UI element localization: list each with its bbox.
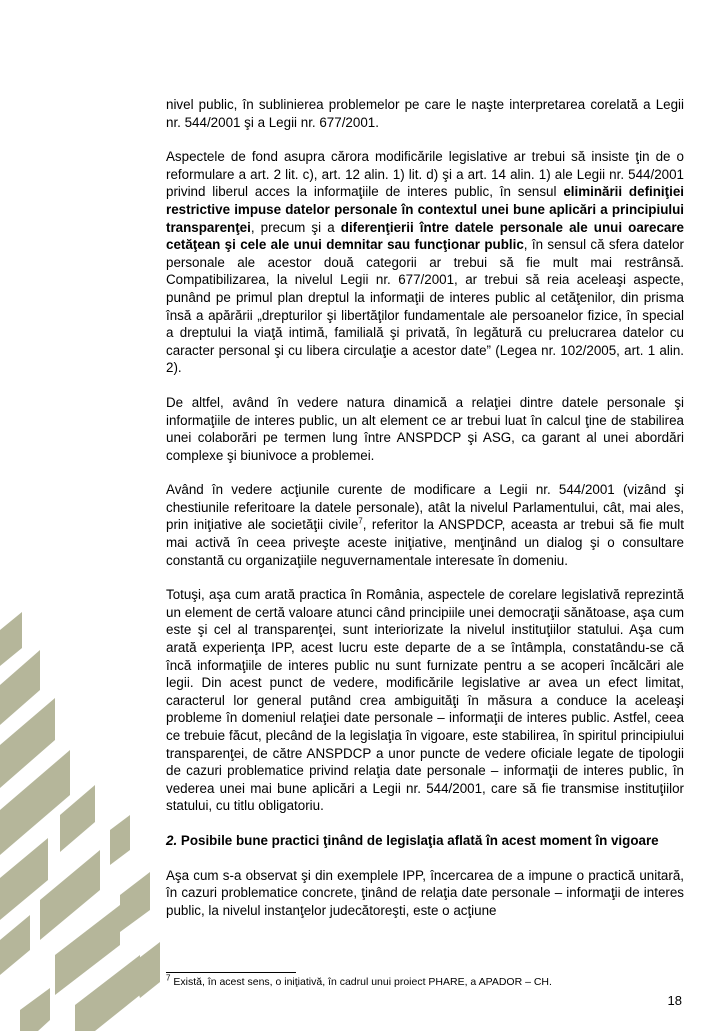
page-number: 18 [667, 993, 682, 1008]
section-heading [166, 832, 684, 850]
paragraph-2-text: , în sensul că sfera datelor personale ale acestor două categorii ar trebui să fie mult mai restrânsă. Compatibilizarea, la nivelul Legii nr. 677/2001, ar trebui să reia aceleaşi aspecte, punând pe primul plan dreptul la informaţii de interes public al cetăţenilor, din prisma însă a apărării „drepturilor şi libertăţilor fundamentale ale persoanelor fizice, în special a dreptului la viaţă intimă, familială şi privată, în legătură cu prelucrarea datelor cu caracter personal şi cu libera circulaţie a acestor date” (Legea nr. 102/2005, art. 1 alin. 2). [166, 237, 684, 376]
decorative-corner-pattern [0, 610, 160, 1031]
paragraph-1: nivel public, în sublinierea problemelor pe care le naşte interpretarea corelată a Legii nr. 544/2001 şi a Legii nr. 677/2001. [166, 97, 684, 130]
paragraph-2-text: Aspectele de fond asupra cărora modificările legislative ar trebui să insiste ţin de o reformulare a art. 2 lit. c), art. 12 alin. 1) lit. d) şi a art. 14 alin. 1) ale Legii nr. 544/2001 privind liberul acces la informaţiile de interes public, în sensul [166, 149, 684, 200]
paragraph-4-text: , referitor la ANSPDCP, aceasta ar trebui să fie mult mai activă în ceea priveşte aceste iniţiative, menţinând un dialog şi o consultare constantă cu organizaţiile neguvernamentale interesate în domeniu. [166, 517, 684, 568]
paragraph-5: Totuşi, aşa cum arată practica în România, aspectele de corelare legislativă reprezintă un element de certă valoare atunci când principiile unei democraţii sănătoase, aşa cum este şi cel al transparenţei, sunt interiorizate la nivelul instituţiilor statului. Aşa cum arată experienţa IPP, acest lucru este departe de a se întâmpla, constatându-se că încă informaţiile de interes public nu sunt furnizate pentru a se acoperi încălcări ale legii. Din acest punct de vedere, modificările legislative ar avea un efect limitat, caracterul lor general putând crea ambiguităţi în măsura a conduce la aceleaşi probleme în domeniul relaţiei date personale – informaţii de interes public. Astfel, ceea ce trebuie făcut, plecând de la legislaţia în vigoare, este stabilirea, în spiritul principiului transparenţei, de către ANSPDCP a unor puncte de vedere oficiale legate de tipologii de cazuri problematice privind relaţia date personale – informaţii de interes public, în vederea unei mai bune aplicări a Legii nr. 544/2001, care să fie transmise instituţiilor statului, cu titlu obligatoriu. [166, 587, 684, 814]
footnote-divider [166, 972, 296, 973]
footnote-mark: 7 [166, 973, 171, 983]
paragraph-2-bold-1: eliminării definiţiei restrictive impuse datelor personale în contextul unei bune aplicări a principiului transparenţei [166, 184, 684, 235]
paragraph-4 [166, 481, 684, 569]
paragraph-7: Aşa cum s-a observat şi din exemplele IPP, încercarea de a impune o practică unitară, în cazuri problematice concrete, ţinând de relaţia date personale – informaţii de interes public, la nivelul instanţelor judecătoreşti, este o acţiune [166, 867, 684, 918]
document-body [166, 96, 684, 936]
section-number: 2. [166, 832, 178, 848]
paragraph-2-bold-2: diferenţierii între datele personale ale unui oarecare cetăţean şi cele ale unui demnitar sau funcţionar public [166, 219, 685, 253]
paragraph-3: De altfel, având în vedere natura dinamică a relaţiei dintre datele personale şi informaţiile de interes public, un alt element ce ar trebui luat în calcul ţine de stabilirea unei colaborări pe termen lung între ANSPDCP şi ASG, ca garant al unei abordări complexe şi biunivoce a problemei. [166, 394, 684, 463]
paragraph-4-text: Având în vedere acţiunile curente de modificare a Legii nr. 544/2001 (vizând şi chestiunile referitoare la datele personale), atât la nivelul Parlamentului, cât, mai ales, prin iniţiative ale societăţii civile [166, 482, 684, 533]
section-title: Posibile bune practici ţinând de legislaţia aflată în acest moment în vigoare [177, 832, 659, 848]
paragraph-2-text: , precum şi a [250, 219, 341, 235]
footnote-reference: 7 [358, 517, 363, 526]
paragraph-2 [166, 148, 684, 377]
footnote [166, 973, 552, 989]
footnote-text: Există, în acest sens, o iniţiativă, în cadrul unui proiect PHARE, a APADOR – CH. [170, 976, 552, 988]
